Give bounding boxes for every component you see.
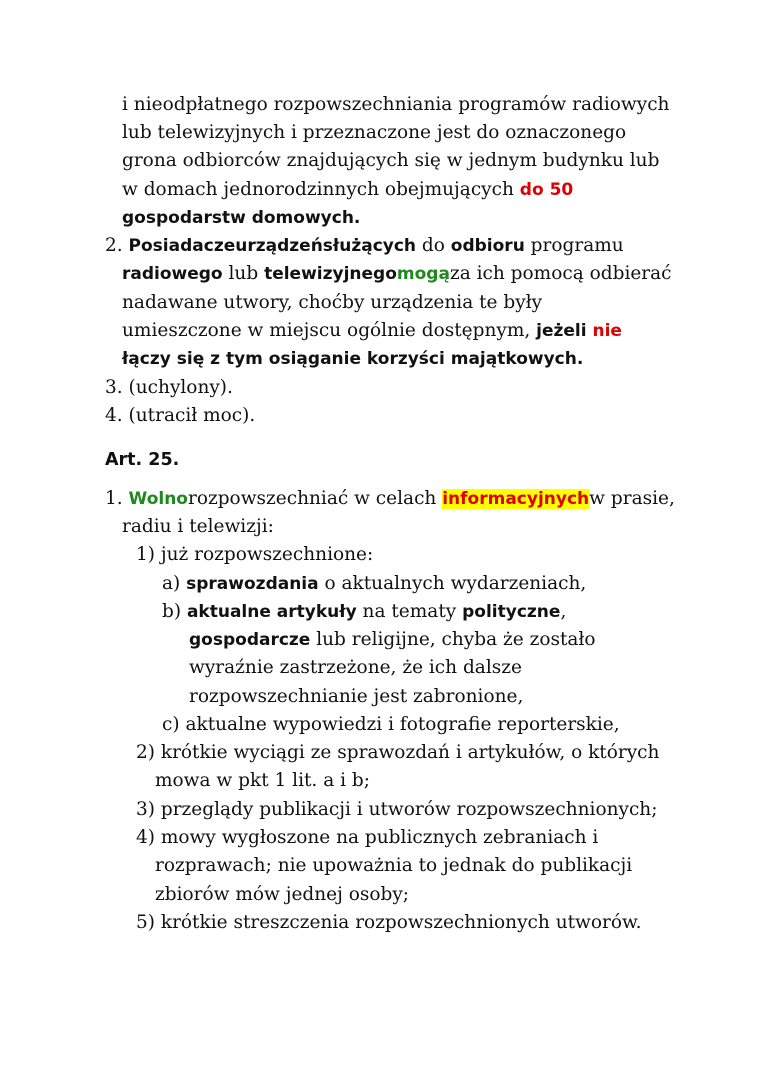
text-line: w domach jednorodzinnych obejmujących do 50: [122, 179, 574, 200]
emphasis-green: mogą: [396, 264, 450, 284]
emphasis-red: do 50: [519, 180, 574, 200]
emphasis-green: Wolno: [128, 489, 188, 509]
letter-b: b) aktualne artykuły na tematy polityczne,: [162, 601, 567, 622]
emphasis-highlight: informacyjnych: [442, 489, 590, 509]
point-5: 5) krótkie streszczenia rozpowszechnionych utworów.: [136, 912, 642, 933]
text-line: radiowego lub telewizyjnegomogąza ich pomocą odbierać: [122, 263, 672, 284]
point-4: 4) mowy wygłoszone na publicznych zebraniach i: [136, 827, 599, 848]
list-item-3: 3. (uchylony).: [105, 377, 233, 398]
text-line: rozpowszechnianie jest zabronione,: [189, 686, 524, 707]
text-line: mowa w pkt 1 lit. a i b;: [155, 770, 370, 791]
text-line: lub telewizyjnych i przeznaczone jest do oznaczonego: [122, 122, 627, 143]
point-3: 3) przeglądy publikacji i utworów rozpowszechnionych;: [136, 799, 658, 820]
text-line: zbiorów mów jednej osoby;: [155, 884, 410, 905]
text-line: łączy się z tym osiąganie korzyści majątkowych.: [122, 349, 584, 369]
text-line: nadawane utwory, choćby urządzenia te były: [122, 292, 543, 313]
text-line: radiu i telewizji:: [122, 516, 274, 537]
text-line: i nieodpłatnego rozpowszechniania programów radiowych: [122, 94, 670, 115]
text-line: wyraźnie zastrzeżone, że ich dalsze: [189, 657, 522, 678]
emphasis-bold: gospodarstw domowych.: [122, 208, 361, 228]
list-item-4: 4. (utracił moc).: [105, 405, 256, 426]
text-line: [122, 205, 360, 231]
article-heading: Art. 25.: [105, 450, 180, 470]
emphasis-red: nie: [592, 321, 622, 341]
list-item-1: 1. Wolnorozpowszechniać w celach informacyjnychw prasie,: [105, 488, 675, 509]
text-line: umieszczone w miejscu ogólnie dostępnym, jeżeli nie: [122, 320, 622, 341]
point-2: 2) krótkie wyciągi ze sprawozdań i artykułów, o których: [136, 742, 660, 763]
letter-c: c) aktualne wypowiedzi i fotografie reporterskie,: [162, 714, 620, 735]
text-line: grona odbiorców znajdujących się w jednym budynku lub: [122, 150, 660, 171]
letter-a: a) sprawozdania o aktualnych wydarzeniach,: [162, 573, 587, 594]
text-line: rozprawach; nie upoważnia to jednak do publikacji: [155, 855, 633, 876]
point-1: 1) już rozpowszechnione:: [136, 544, 374, 565]
text-line: gospodarcze lub religijne, chyba że zostało: [189, 629, 596, 650]
list-item-2: 2. Posiadaczeurządzeńsłużących do odbioru programu: [105, 235, 624, 256]
